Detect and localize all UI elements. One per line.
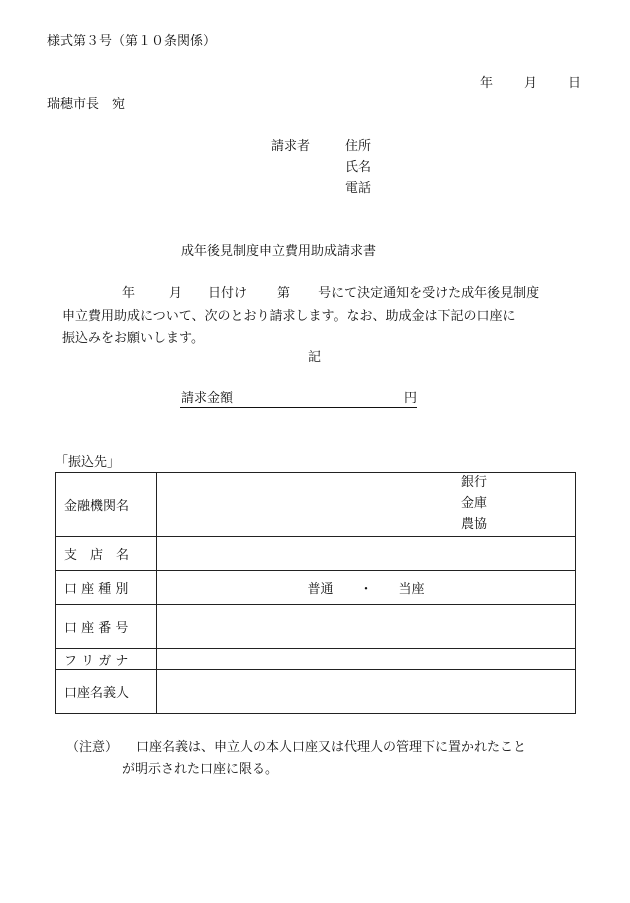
institution-label: 金融機関名 (56, 473, 157, 537)
furigana-cell[interactable] (157, 649, 576, 670)
date-day: 日 (568, 76, 582, 91)
table-row (56, 537, 576, 571)
table-row (56, 670, 576, 714)
holder-cell[interactable] (157, 670, 576, 714)
furigana-label: フ リ ガ ナ (56, 649, 157, 670)
bank-account-table (55, 472, 576, 714)
body-year: 年 (122, 286, 136, 301)
body-go-text: 号にて決定通知を受けた成年後見制度 (318, 286, 540, 301)
phone-label: 電話 (345, 181, 372, 196)
institution-type-nokyo: 農協 (461, 517, 488, 532)
account-number-cell[interactable] (157, 605, 576, 649)
institution-type-kinko: 金庫 (461, 496, 488, 511)
addressee: 瑞穂市長 宛 (47, 97, 126, 112)
account-type-label: 口 座 種 別 (56, 571, 157, 605)
requester-label: 請求者 (271, 139, 311, 154)
note-line1: 口座名義は、申立人の本人口座又は代理人の管理下に置かれたこと (136, 740, 527, 755)
ki-mark: 記 (308, 350, 322, 365)
body-line2: 申立費用助成について、次のとおり請求します。なお、助成金は下記の口座に (62, 308, 516, 324)
table-row (56, 571, 576, 605)
body-dai: 第 (277, 286, 291, 301)
request-paragraph (62, 283, 582, 351)
date-year: 年 (480, 76, 494, 91)
name-label: 氏名 (345, 160, 372, 175)
holder-label: 口座名義人 (56, 670, 157, 714)
account-type-values[interactable]: 普通 ・ 当座 (157, 571, 576, 605)
transfer-heading: 「振込先」 (55, 455, 121, 470)
table-row (56, 605, 576, 649)
address-label: 住所 (345, 139, 372, 154)
note-line2: が明示された口座に限る。 (122, 762, 279, 777)
institution-cell[interactable] (157, 473, 576, 537)
body-dated: 日付け (208, 286, 248, 301)
institution-type-bank: 銀行 (461, 475, 488, 490)
account-number-label: 口 座 番 号 (56, 605, 157, 649)
table-row (56, 473, 576, 537)
amount-label: 請求金額 (181, 391, 234, 406)
branch-cell[interactable] (157, 537, 576, 571)
table-row (56, 649, 576, 670)
body-line3: 振込みをお願いします。 (62, 331, 204, 346)
document-title: 成年後見制度申立費用助成請求書 (181, 244, 377, 259)
date-month: 月 (524, 76, 538, 91)
body-month: 月 (169, 286, 183, 301)
note-label: （注意） (66, 740, 119, 755)
form-number: 様式第３号（第１０条関係） (47, 34, 217, 49)
branch-label: 支 店 名 (56, 537, 157, 571)
amount-unit: 円 (404, 391, 418, 406)
